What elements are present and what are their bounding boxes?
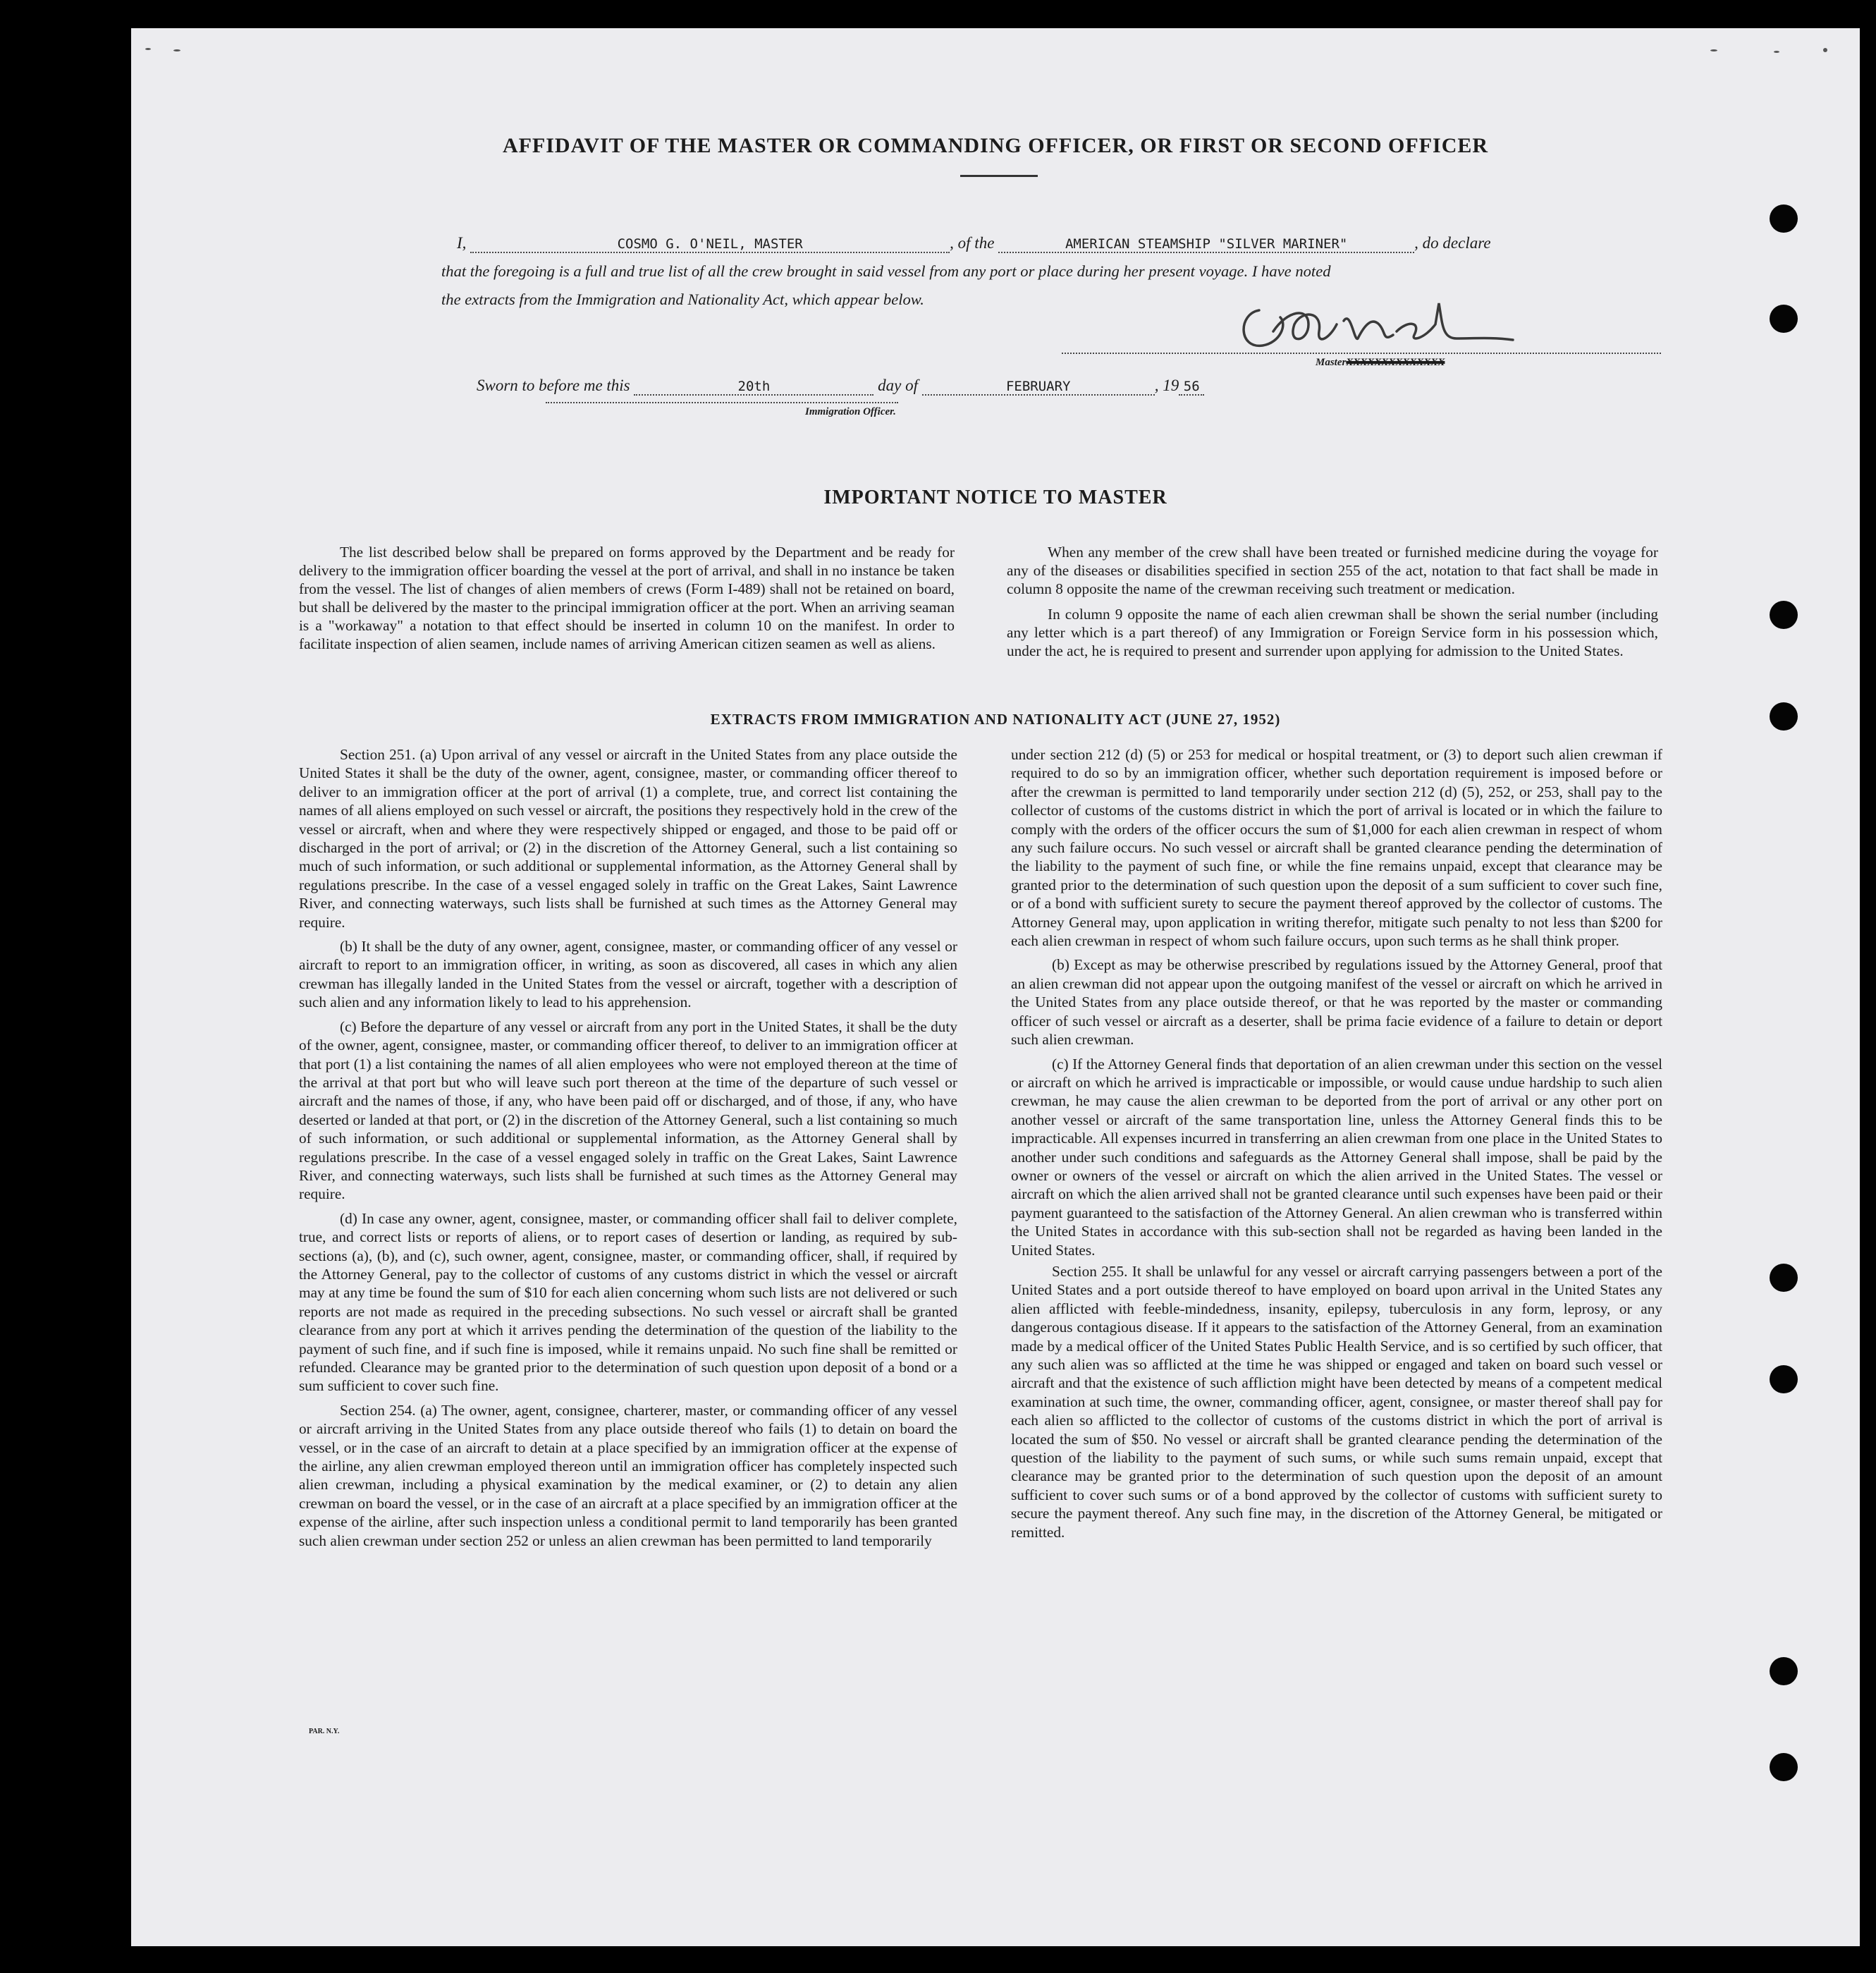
extract-section-251a: Section 251. (a) Upon arrival of any vessel or aircraft in the United States from any place outside the United States it shall be the duty of the owner, agent, consignee, master, or commanding officer thereof to deliver to an immigration officer at the port of arrival (1) a complete, true, and correct list containing the names of all aliens employed on such vessel or aircraft, the positions they respectively hold in the crew of the vessel or aircraft, when and where they were respectively shipped or engaged, and those to be paid off or discharged in the port of arrival; or (2) in the discretion of the Attorney General, such a list containing so much of such information, or such additional or supplemental information, as the Attorney General shall by regulations prescribe. In the case of a vessel engaged solely in traffic on the Great Lakes, Saint Lawrence River, and connecting waterways, such lists shall be furnished at such times as the Attorney General may require. xyxy=(299,746,957,931)
affidavit-title: AFFIDAVIT OF THE MASTER OR COMMANDING OFFICER, OR FIRST OR SECOND OFFICER xyxy=(502,134,1489,157)
signature-caption xyxy=(1316,357,1445,369)
scan-speck xyxy=(145,48,151,50)
punch-hole xyxy=(1770,305,1798,333)
extract-section-251d: (d) In case any owner, agent, consignee, master, or commanding officer shall fail to deliver complete, true, and correct lists or reports of aliens, or to report cases of desertion or landing, as required by sub-sections (a), (b), and (c), such owner, agent, consignee, master, or commanding officer, shall, if required by the Attorney General, pay to the collector of customs of any customs district in which the vessel or aircraft may at any time be found the sum of $10 for each alien concerning whom such lists are not delivered or such reports are not made as required in the preceding subsections. No such vessel or aircraft shall be granted clearance from any port at which it arrives pending the determination of the question of the liability to the payment of such fine, and if such fine is imposed, while it remains unpaid. No such fine shall be remitted or refunded. Clearance may be granted prior to the determination of such question upon deposit of a bond or a sum sufficient to cover such fine. xyxy=(299,1209,957,1395)
punch-hole xyxy=(1770,1264,1798,1292)
extract-section-255: Section 255. It shall be unlawful for any vessel or aircraft carrying passengers between a port of the United States and a port outside thereof to have employed on board upon arrival in the United States any alien afflicted with feeble-mindedness, insanity, epilepsy, tuberculosis in any form, leprosy, or any dangerous contagious disease. If it appears to the satisfaction of the Attorney General, from an examination made by a medical officer of the United States Public Health Service, and is so certified by such officer, that any such alien was so afflicted at the time he was shipped or engaged and taken on board such vessel or aircraft and that the existence of such affliction might have been detected by means of a competent medical examination at such time, the owner, commanding officer, agent, consignee, or master thereof shall pay for each alien so afflicted to the collector of customs of the customs district in which the port of arrival is located the sum of $50. No vessel or aircraft shall be granted clearance pending the determination of the question of the liability to the payment of such sums, or while such sums remain unpaid, except that clearance may be granted prior to the determination of such question upon the deposit of an amount sufficient to cover such sums or of a bond approved by the collector of customs with sufficient surety to secure the payment thereof. Any such fine may, in the discretion of the Attorney General, be mitigated or remitted. xyxy=(1011,1262,1662,1541)
extracts-title: EXTRACTS FROM IMMIGRATION AND NATIONALITY ACT (JUNE 27, 1952) xyxy=(710,711,1281,728)
declaration-line-2: that the foregoing is a full and true list of all the crew brought in said vessel from any port or place during her present voyage. I have noted xyxy=(441,262,1331,280)
scan-speck xyxy=(1710,49,1717,51)
scan-speck xyxy=(1774,51,1779,53)
year-prefix: , 19 xyxy=(1154,377,1179,394)
master-name-field: COSMO G. O'NEIL, MASTER xyxy=(470,236,950,253)
sworn-month-field: FEBRUARY xyxy=(922,379,1155,396)
extract-section-251b: (b) It shall be the duty of any owner, agent, consignee, master, or commanding officer of any vessel or aircraft to report to an immigration officer, in writing, as soon as discovered, all cases in which any alien crewman has illegally landed in the United States from the vessel or aircraft, together with a description of such alien and any information likely to lead to his apprehension. xyxy=(299,938,957,1011)
do-declare-label: , do declare xyxy=(1414,234,1491,252)
sworn-line xyxy=(477,377,1204,396)
notice-title: IMPORTANT NOTICE TO MASTER xyxy=(823,487,1167,508)
scan-speck xyxy=(1823,48,1827,52)
sworn-day-field: 20th xyxy=(634,379,873,396)
punch-hole xyxy=(1770,204,1798,233)
signature-line xyxy=(1062,353,1661,354)
printer-mark: PAR. N.Y. xyxy=(309,1728,340,1735)
master-signature xyxy=(1231,282,1541,360)
declaration-line-3: the extracts from the Immigration and Nationality Act, which appear below. xyxy=(441,291,924,308)
of-the-label: , of the xyxy=(950,234,995,252)
day-of-label: day of xyxy=(878,377,918,394)
notice-right-paragraph-2: In column 9 opposite the name of each alien crewman shall be shown the serial number (including any letter which is a part thereof) of any Immigration or Foreign Service form in his possession which, under the act, he is required to present and surrender upon applying for admission to the United States. xyxy=(1007,606,1658,659)
extract-section-251c: (c) Before the departure of any vessel or aircraft from any port in the United States, it shall be the duty of the owner, agent, consignee, master, or commanding officer thereof, to deliver to an immigration officer at that port (1) a list containing the names of all alien employees who were not employed thereon at the time of the arrival at that port but who will leave such port thereon at the time of the departure of such vessel or aircraft and the names of those, if any, who have been paid off or discharged, and of those, if any, who have deserted or landed at that port, or (2) in the discretion of the Attorney General, such a list containing so much of such information, or such additional or supplemental information, as the Attorney General shall by regulations prescribe. In the case of a vessel engaged solely in traffic on the Great Lakes, Saint Lawrence River, and connecting waterways, such lists shall be furnished at such times as the Attorney General may require. xyxy=(299,1018,957,1203)
extracts-left-column xyxy=(299,745,957,1550)
punch-hole xyxy=(1770,1753,1798,1781)
notice-left-column xyxy=(299,543,955,653)
notice-left-paragraph: The list described below shall be prepared on forms approved by the Department and be ready for delivery to the immigration officer boarding the vessel at the port of arrival, and shall in no instance be taken from the vessel. The list of changes of alien members of crews (Form I-489) shall not be retained on board, but shall be delivered by the master to the principal immigration officer at the port. When an arriving seaman is a "workaway" a notation to that effect should be inserted in column 10 on the manifest. In order to facilitate inspection of alien seamen, include names of arriving American citizen seamen as well as aliens. xyxy=(299,544,955,652)
signature-caption-struck: XXXXXXXXXXXXXX xyxy=(1346,357,1445,368)
notice-right-paragraph-1: When any member of the crew shall have been treated or furnished medicine during the voyage for any of the diseases or disabilities specified in section 255 of the act, notation to that fact shall be made in column 8 opposite the name of the crewman receiving such treatment or medication. xyxy=(1007,544,1658,597)
extract-section-254c: (c) If the Attorney General finds that deportation of an alien crewman under this section on the vessel or aircraft on which he arrived is impracticable or impossible, or would cause undue hardship to such alien crewman, he may cause the alien crewman to be deported from the port of arrival or any other port on another vessel or aircraft of the same transportation line, unless the Attorney General finds this to be impracticable. All expenses incurred in transferring an alien crewman from one place in the United States to another under such conditions and safeguards as the Attorney General shall impose, shall be paid by the owner or owners of the vessel or aircraft on which the alien arrived in the United States. The vessel or aircraft on which the alien arrived shall not be granted clearance until such expenses have been paid or their payment guaranteed to the satisfaction of the Attorney General. An alien crewman who is transferred within the United States in accordance with this sub-section shall not be regarded as having been landed in the United States. xyxy=(1011,1055,1662,1259)
i-label: I, xyxy=(457,234,467,252)
extract-section-254b: (b) Except as may be otherwise prescribed by regulations issued by the Attorney General, proof that an alien crewman did not appear upon the outgoing manifest of the vessel or aircraft on which he arrived in the United States from any place outside thereof, or that he was reported by the master or commanding officer of such vessel or aircraft as a deserter, shall be prima facie evidence of a failure to detain or deport such alien crewman. xyxy=(1011,956,1662,1049)
notice-right-column xyxy=(1007,543,1658,660)
punch-hole xyxy=(1770,1365,1798,1393)
immigration-officer-line xyxy=(546,402,898,403)
extract-section-254a: Section 254. (a) The owner, agent, consignee, charterer, master, or commanding officer of any vessel or aircraft arriving in the United States from any place outside thereof who fails (1) to detain on board the vessel, or in the case of an aircraft to detain at a place specified by an immigration officer at the expense of the airline, any alien crewman employed thereon until an immigration officer has completely inspected such alien crewman, including a physical examination by the medical examiner, or (2) to detain any alien crewman on board the vessel, or in the case of an aircraft at a place specified by an immigration officer at the expense of the airline, after such inspection unless a conditional permit to land temporarily has been granted such alien crewman under section 252 or unless an alien crewman has been permitted to land temporarily xyxy=(299,1401,957,1549)
title-rule xyxy=(960,175,1038,177)
signature-caption-master: Master xyxy=(1316,357,1347,368)
extracts-right-column xyxy=(1011,745,1662,1541)
sworn-year-field: 56 xyxy=(1179,379,1204,396)
punch-hole xyxy=(1770,702,1798,731)
immigration-officer-caption: Immigration Officer. xyxy=(805,406,896,417)
document-page xyxy=(131,28,1860,1946)
vessel-name-field: AMERICAN STEAMSHIP "SILVER MARINER" xyxy=(998,236,1414,253)
punch-hole xyxy=(1770,1657,1798,1685)
punch-hole xyxy=(1770,601,1798,629)
scan-speck xyxy=(173,49,180,51)
declaration-line-1 xyxy=(457,234,1491,253)
extract-section-254a-continued: under section 212 (d) (5) or 253 for medical or hospital treatment, or (3) to deport such alien crewman if required to do so by an immigration officer, whether such deportation requirement is imposed before or after the crewman is permitted to land temporarily under section 212 (d) (5), 252, or 253, shall pay to the collector of customs of the customs district in which the port of arrival is located or in which the failure to comply with the orders of the officer occurs the sum of $1,000 for each alien crewman in respect of whom any such failure occurs. No such vessel or aircraft shall be granted clearance pending the determination of the liability to the payment of such fine, or while the fine remains unpaid, except that clearance may be granted prior to the determination of such question upon the deposit of a sum sufficient to cover such fine, or of a bond with sufficient surety to secure the payment thereof approved by the collector of customs. The Attorney General may, upon application in writing therefor, mitigate such penalty to not less than $200 for each alien crewman in respect of whom such failure occurs, upon such terms as he shall think proper. xyxy=(1011,746,1662,950)
sworn-label: Sworn to before me this xyxy=(477,377,630,394)
